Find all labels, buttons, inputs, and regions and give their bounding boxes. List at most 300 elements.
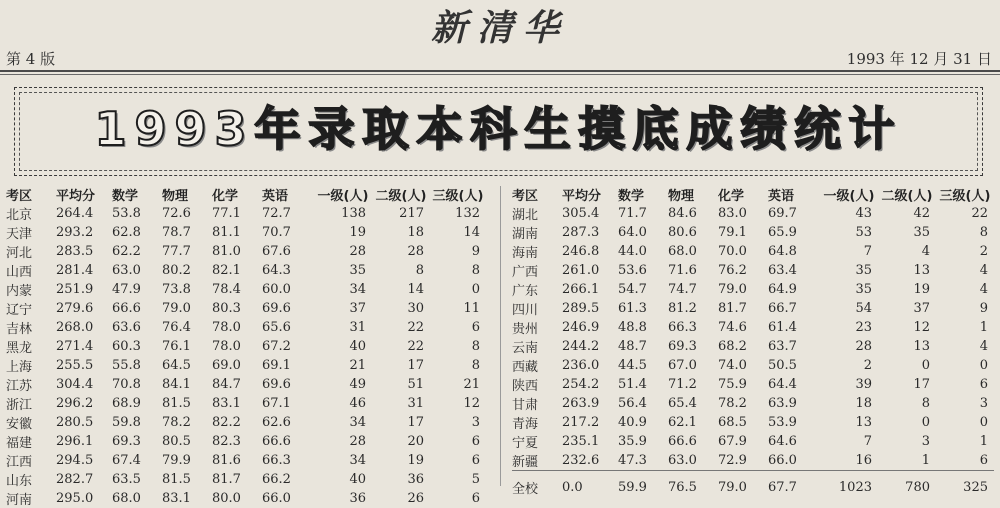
cell-average: 281.4 [56, 263, 94, 278]
table-row [6, 280, 486, 299]
cell-level1: 28 [349, 434, 366, 449]
cell-level2: 22 [407, 320, 424, 335]
cell-level2: 20 [407, 434, 424, 449]
cell-physics: 78.2 [162, 415, 191, 430]
cell-region: 四川 [512, 303, 539, 318]
cell-chemistry: 75.9 [718, 377, 747, 392]
cell-level2: 18 [407, 225, 424, 240]
cell-level3: 2 [979, 244, 988, 259]
cell-english: 67.2 [262, 339, 291, 354]
table-row [6, 242, 486, 261]
cell-level2: 17 [407, 415, 424, 430]
cell-region: 山西 [6, 265, 33, 280]
cell-chemistry: 70.0 [718, 244, 747, 259]
cell-level1: 35 [855, 282, 872, 297]
cell-region: 河北 [6, 246, 33, 261]
cell-math: 66.6 [112, 301, 141, 316]
cell-region: 江西 [6, 455, 33, 470]
cell-level3: 21 [463, 377, 480, 392]
cell-english: 50.5 [768, 358, 797, 373]
cell-math: 70.8 [112, 377, 141, 392]
cell-average: 295.0 [56, 491, 94, 506]
cell-average: 232.6 [562, 453, 600, 468]
score-table-right [512, 184, 994, 497]
cell-region: 湖北 [512, 208, 539, 223]
cell-level3: 4 [979, 339, 988, 354]
cell-level1: 21 [349, 358, 366, 373]
cell-english: 64.6 [768, 434, 797, 449]
col-header-math: 数学 [618, 188, 645, 204]
cell-english: 63.4 [768, 263, 797, 278]
cell-average: 304.4 [56, 377, 94, 392]
cell-average: 268.0 [56, 320, 94, 335]
cell-level1: 16 [855, 453, 872, 468]
cell-region: 新疆 [512, 455, 539, 470]
table-row [512, 299, 994, 318]
cell-chemistry: 78.0 [212, 320, 241, 335]
table-row [6, 375, 486, 394]
cell-math: 44.0 [618, 244, 647, 259]
cell-average: 217.2 [562, 415, 600, 430]
cell-english: 66.0 [262, 491, 291, 506]
cell-english: 65.9 [768, 225, 797, 240]
cell-chemistry: 77.1 [212, 206, 241, 221]
cell-level3: 3 [471, 415, 480, 430]
cell-chemistry: 78.4 [212, 282, 241, 297]
cell-level1: 34 [349, 415, 366, 430]
cell-level2: 35 [913, 225, 930, 240]
col-header-chemistry: 化学 [212, 188, 239, 204]
cell-level3: 3 [979, 396, 988, 411]
cell-chemistry: 69.0 [212, 358, 241, 373]
cell-level3: 8 [979, 225, 988, 240]
cell-region: 江苏 [6, 379, 33, 394]
cell-chemistry: 80.3 [212, 301, 241, 316]
total-row [512, 475, 994, 497]
cell-region: 北京 [6, 208, 33, 223]
cell-level3: 14 [463, 225, 480, 240]
cell-level1: 37 [349, 301, 366, 316]
cell-level3: 4 [979, 282, 988, 297]
cell-chemistry: 76.2 [718, 263, 747, 278]
cell-chemistry: 74.6 [718, 320, 747, 335]
cell-level2: 13 [913, 339, 930, 354]
cell-level1: 31 [349, 320, 366, 335]
cell-level2: 17 [407, 358, 424, 373]
cell-level1: 34 [349, 453, 366, 468]
page-number: 第 4 版 [6, 50, 56, 68]
cell-level1: 49 [349, 377, 366, 392]
cell-physics: 80.5 [162, 434, 191, 449]
cell-level2: 0 [921, 358, 930, 373]
cell-level3: 12 [463, 396, 480, 411]
cell-english: 64.9 [768, 282, 797, 297]
cell-physics: 78.7 [162, 225, 191, 240]
cell-region: 陕西 [512, 379, 539, 394]
cell-average: 251.9 [56, 282, 94, 297]
column-divider [500, 186, 501, 486]
cell-physics: 81.5 [162, 396, 191, 411]
cell-level3: 6 [979, 377, 988, 392]
cell-region: 贵州 [512, 322, 539, 337]
cell-physics: 80.2 [162, 263, 191, 278]
cell-region: 安徽 [6, 417, 33, 432]
cell-level1: 19 [349, 225, 366, 240]
col-header-physics: 物理 [668, 188, 695, 204]
cell-english: 60.0 [262, 282, 291, 297]
cell-level1: 35 [349, 263, 366, 278]
cell-chemistry: 83.0 [718, 206, 747, 221]
cell-region: 广东 [512, 284, 539, 299]
cell-level3: 22 [971, 206, 988, 221]
table-row [6, 413, 486, 432]
cell-english: 67.1 [262, 396, 291, 411]
cell-math: 64.0 [618, 225, 647, 240]
cell-chemistry: 81.7 [718, 301, 747, 316]
total-cell-level3: 325 [963, 480, 988, 495]
cell-level1: 40 [349, 472, 366, 487]
cell-average: 293.2 [56, 225, 94, 240]
cell-physics: 62.1 [668, 415, 697, 430]
cell-level3: 8 [471, 358, 480, 373]
cell-math: 47.3 [618, 453, 647, 468]
cell-chemistry: 80.0 [212, 491, 241, 506]
cell-level3: 132 [455, 206, 480, 221]
cell-math: 63.0 [112, 263, 141, 278]
cell-physics: 74.7 [668, 282, 697, 297]
col-header-average: 平均分 [562, 188, 602, 204]
cell-average: 236.0 [562, 358, 600, 373]
table-row [6, 432, 486, 451]
table-row [6, 318, 486, 337]
cell-english: 66.6 [262, 434, 291, 449]
cell-english: 66.7 [768, 301, 797, 316]
cell-physics: 83.1 [162, 491, 191, 506]
newspaper-masthead [0, 0, 1000, 74]
cell-english: 69.6 [262, 377, 291, 392]
cell-math: 68.9 [112, 396, 141, 411]
cell-math: 55.8 [112, 358, 141, 373]
col-header-region: 考区 [512, 188, 539, 204]
cell-math: 67.4 [112, 453, 141, 468]
cell-level1: 28 [855, 339, 872, 354]
total-cell-math: 59.9 [618, 480, 647, 495]
cell-level3: 6 [471, 491, 480, 506]
cell-physics: 81.2 [668, 301, 697, 316]
cell-english: 69.1 [262, 358, 291, 373]
cell-physics: 84.1 [162, 377, 191, 392]
col-header-region: 考区 [6, 188, 33, 204]
cell-average: 280.5 [56, 415, 94, 430]
cell-math: 59.8 [112, 415, 141, 430]
table-row [512, 261, 994, 280]
cell-level3: 0 [979, 358, 988, 373]
cell-chemistry: 74.0 [718, 358, 747, 373]
cell-level1: 138 [341, 206, 366, 221]
cell-region: 山东 [6, 474, 33, 489]
cell-english: 72.7 [262, 206, 291, 221]
cell-level2: 30 [407, 301, 424, 316]
cell-chemistry: 78.0 [212, 339, 241, 354]
cell-math: 35.9 [618, 434, 647, 449]
cell-average: 287.3 [562, 225, 600, 240]
cell-level1: 2 [863, 358, 872, 373]
cell-average: 255.5 [56, 358, 94, 373]
cell-math: 48.7 [618, 339, 647, 354]
cell-level2: 8 [415, 263, 424, 278]
cell-average: 282.7 [56, 472, 94, 487]
cell-region: 浙江 [6, 398, 33, 413]
cell-region: 内蒙 [6, 284, 33, 299]
col-header-level1: 一级(人) [317, 188, 369, 204]
cell-english: 64.4 [768, 377, 797, 392]
cell-level1: 34 [349, 282, 366, 297]
total-cell-english: 67.7 [768, 480, 797, 495]
cell-level1: 36 [349, 491, 366, 506]
cell-level1: 7 [863, 244, 872, 259]
cell-level3: 0 [471, 282, 480, 297]
cell-region: 上海 [6, 360, 33, 375]
cell-level2: 17 [913, 377, 930, 392]
cell-average: 246.9 [562, 320, 600, 335]
cell-math: 62.2 [112, 244, 141, 259]
cell-level2: 19 [913, 282, 930, 297]
masthead-rule-thin [0, 74, 1000, 75]
cell-english: 70.7 [262, 225, 291, 240]
cell-level1: 43 [855, 206, 872, 221]
cell-level1: 54 [855, 301, 872, 316]
cell-level3: 5 [471, 472, 480, 487]
col-header-level3: 三级(人) [939, 188, 991, 204]
cell-physics: 80.6 [668, 225, 697, 240]
cell-physics: 69.3 [668, 339, 697, 354]
cell-english: 69.6 [262, 301, 291, 316]
cell-physics: 66.3 [668, 320, 697, 335]
cell-physics: 71.2 [668, 377, 697, 392]
cell-math: 63.5 [112, 472, 141, 487]
total-cell-level2: 780 [905, 480, 930, 495]
cell-level2: 31 [407, 396, 424, 411]
cell-level1: 39 [855, 377, 872, 392]
table-row [6, 299, 486, 318]
cell-level1: 28 [349, 244, 366, 259]
table-body-left [6, 204, 486, 508]
cell-level2: 217 [399, 206, 424, 221]
col-header-level3: 三级(人) [432, 188, 484, 204]
cell-math: 48.8 [618, 320, 647, 335]
cell-level1: 23 [855, 320, 872, 335]
cell-english: 64.3 [262, 263, 291, 278]
cell-level2: 22 [407, 339, 424, 354]
cell-region: 甘肃 [512, 398, 539, 413]
cell-physics: 76.1 [162, 339, 191, 354]
cell-level1: 13 [855, 415, 872, 430]
cell-physics: 71.6 [668, 263, 697, 278]
table-row [6, 356, 486, 375]
table-row [512, 356, 994, 375]
cell-level3: 8 [471, 339, 480, 354]
cell-chemistry: 67.9 [718, 434, 747, 449]
cell-level1: 40 [349, 339, 366, 354]
total-cell-average: 0.0 [562, 480, 583, 495]
cell-average: 283.5 [56, 244, 94, 259]
cell-level2: 3 [921, 434, 930, 449]
cell-region: 湖南 [512, 227, 539, 242]
cell-average: 263.9 [562, 396, 600, 411]
cell-level1: 53 [855, 225, 872, 240]
cell-region: 云南 [512, 341, 539, 356]
cell-level2: 36 [407, 472, 424, 487]
cell-english: 63.9 [768, 396, 797, 411]
cell-math: 62.8 [112, 225, 141, 240]
cell-level3: 1 [979, 434, 988, 449]
cell-chemistry: 81.6 [212, 453, 241, 468]
cell-level2: 51 [407, 377, 424, 392]
cell-average: 296.2 [56, 396, 94, 411]
cell-physics: 63.0 [668, 453, 697, 468]
cell-math: 69.3 [112, 434, 141, 449]
cell-level3: 4 [979, 263, 988, 278]
newspaper-logo: 新清华 [430, 7, 569, 49]
cell-region: 河南 [6, 493, 33, 508]
col-header-english: 英语 [262, 188, 289, 204]
cell-average: 294.5 [56, 453, 94, 468]
cell-level3: 6 [471, 434, 480, 449]
cell-level2: 13 [913, 263, 930, 278]
col-header-physics: 物理 [162, 188, 189, 204]
total-cell-region: 全校 [512, 482, 539, 497]
cell-region: 宁夏 [512, 436, 539, 451]
table-row [512, 432, 994, 451]
col-header-math: 数学 [112, 188, 139, 204]
cell-level2: 1 [921, 453, 930, 468]
cell-level1: 18 [855, 396, 872, 411]
cell-average: 261.0 [562, 263, 600, 278]
cell-chemistry: 79.1 [718, 225, 747, 240]
cell-math: 63.6 [112, 320, 141, 335]
cell-average: 305.4 [562, 206, 600, 221]
cell-chemistry: 84.7 [212, 377, 241, 392]
cell-physics: 84.6 [668, 206, 697, 221]
cell-math: 54.7 [618, 282, 647, 297]
col-header-level2: 二级(人) [881, 188, 933, 204]
cell-level3: 1 [979, 320, 988, 335]
cell-physics: 76.4 [162, 320, 191, 335]
table-row [512, 413, 994, 432]
cell-english: 65.6 [262, 320, 291, 335]
total-cell-level1: 1023 [838, 480, 872, 495]
score-table-left [6, 184, 486, 508]
cell-level3: 8 [471, 263, 480, 278]
cell-english: 66.2 [262, 472, 291, 487]
headline-frame [14, 87, 983, 176]
cell-chemistry: 81.7 [212, 472, 241, 487]
cell-region: 西藏 [512, 360, 539, 375]
cell-math: 61.3 [618, 301, 647, 316]
table-row [512, 394, 994, 413]
cell-average: 235.1 [562, 434, 600, 449]
cell-physics: 66.6 [668, 434, 697, 449]
publication-date: 1993 年 12 月 31 日 [846, 50, 992, 68]
cell-average: 246.8 [562, 244, 600, 259]
cell-chemistry: 82.1 [212, 263, 241, 278]
cell-chemistry: 72.9 [718, 453, 747, 468]
cell-region: 广西 [512, 265, 539, 280]
cell-level1: 46 [349, 396, 366, 411]
cell-average: 289.5 [562, 301, 600, 316]
cell-chemistry: 78.2 [718, 396, 747, 411]
cell-level3: 11 [463, 301, 480, 316]
cell-math: 68.0 [112, 491, 141, 506]
cell-average: 279.6 [56, 301, 94, 316]
cell-region: 青海 [512, 417, 539, 432]
table-row [512, 337, 994, 356]
cell-level2: 37 [913, 301, 930, 316]
cell-level3: 9 [471, 244, 480, 259]
cell-physics: 72.6 [162, 206, 191, 221]
cell-level1: 35 [855, 263, 872, 278]
cell-physics: 79.9 [162, 453, 191, 468]
cell-level3: 6 [471, 320, 480, 335]
cell-math: 71.7 [618, 206, 647, 221]
cell-average: 266.1 [562, 282, 600, 297]
cell-level2: 8 [921, 396, 930, 411]
cell-physics: 64.5 [162, 358, 191, 373]
cell-level3: 6 [979, 453, 988, 468]
cell-chemistry: 68.2 [718, 339, 747, 354]
cell-level3: 0 [979, 415, 988, 430]
table-row [6, 489, 486, 508]
cell-level2: 19 [407, 453, 424, 468]
col-header-average: 平均分 [56, 188, 96, 204]
cell-region: 福建 [6, 436, 33, 451]
col-header-level1: 一级(人) [823, 188, 875, 204]
cell-physics: 68.0 [668, 244, 697, 259]
cell-english: 66.3 [262, 453, 291, 468]
cell-region: 吉林 [6, 322, 33, 337]
cell-chemistry: 82.2 [212, 415, 241, 430]
table-row [6, 394, 486, 413]
cell-level2: 26 [407, 491, 424, 506]
table-header-row [6, 184, 486, 204]
cell-chemistry: 82.3 [212, 434, 241, 449]
cell-english: 61.4 [768, 320, 797, 335]
cell-level2: 14 [407, 282, 424, 297]
table-row [512, 242, 994, 261]
cell-level2: 42 [913, 206, 930, 221]
cell-level2: 0 [921, 415, 930, 430]
masthead-rule [0, 70, 1000, 72]
table-row [6, 223, 486, 242]
cell-chemistry: 79.0 [718, 282, 747, 297]
total-cell-physics: 76.5 [668, 480, 697, 495]
cell-math: 60.3 [112, 339, 141, 354]
col-header-chemistry: 化学 [718, 188, 745, 204]
table-row [512, 280, 994, 299]
col-header-level2: 二级(人) [375, 188, 427, 204]
cell-english: 67.6 [262, 244, 291, 259]
cell-level2: 4 [921, 244, 930, 259]
cell-english: 63.7 [768, 339, 797, 354]
table-row [6, 470, 486, 489]
cell-math: 44.5 [618, 358, 647, 373]
cell-level3: 6 [471, 453, 480, 468]
cell-english: 53.9 [768, 415, 797, 430]
cell-english: 69.7 [768, 206, 797, 221]
cell-math: 53.8 [112, 206, 141, 221]
cell-physics: 81.5 [162, 472, 191, 487]
cell-average: 264.4 [56, 206, 94, 221]
